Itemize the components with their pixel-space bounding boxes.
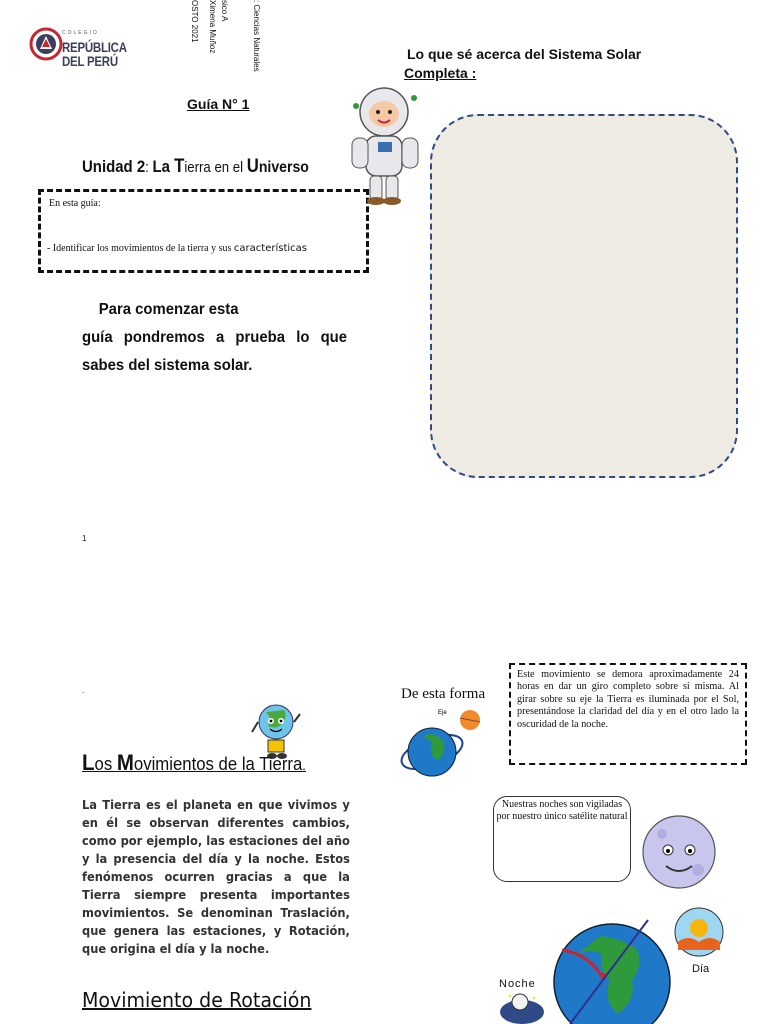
guide-objectives-box	[38, 189, 369, 273]
astronaut-icon	[344, 84, 426, 206]
rotation-title: Movimiento de Rotación	[82, 988, 312, 1012]
objective-item	[47, 243, 307, 254]
intro-paragraph	[82, 296, 347, 380]
footnote-mark: 1	[82, 534, 87, 543]
header-teacher: Ximena Muñoz	[208, 0, 217, 54]
logo-line-1: REPÚBLICA	[62, 39, 127, 55]
unit-number: Unidad 2	[82, 157, 146, 176]
movements-title-m: M	[116, 750, 134, 775]
unit-t: T	[174, 156, 185, 177]
movements-paragraph: La Tierra es el planeta en que vivimos y en él se observan diferentes cambios, como por ejemplo, las estaciones del año y la presencia del día y la noche. Estos fenómenos ocurren gracias a que la Tierra siempre presenta importantes movimientos. Se denominan Traslación, que genera las estaciones, y Rotación, que origina el día y la noche.	[82, 798, 350, 956]
objectives-heading: En esta guía:	[49, 198, 101, 209]
rotation-explanation-box: Este movimiento se demora aproximadamente 24 horas en dar un giro completo sobre sí misma. Al girar sobre su eje la Tierra es iluminada por el Sol, presentándose la claridad del día y en el otro lado la oscuridad de la noche.	[509, 663, 747, 765]
objective-text: - Identificar los movimientos de la tierra y sus	[47, 243, 234, 254]
solar-system-title: Lo que sé acerca del Sistema Solar	[407, 46, 642, 62]
header-date: OSTO 2021	[190, 0, 199, 43]
intro-line-1: Para comenzar esta	[98, 301, 239, 318]
movements-title-os: os	[94, 754, 117, 774]
logo-small-text: COLEGIO	[62, 30, 99, 36]
unit-title	[82, 156, 309, 178]
unit-niverso: niverso	[258, 159, 309, 176]
intro-rest: guía pondremos a prueba lo que sabes del sistema solar.	[82, 329, 348, 374]
sun-day-icon	[668, 906, 730, 958]
night-icon	[496, 990, 548, 1024]
complete-instruction: Completa :	[404, 65, 477, 81]
unit-sep: :	[145, 159, 153, 176]
movements-title-l: L	[82, 750, 95, 775]
rotated-header	[190, 0, 280, 85]
eje-label: Eje	[438, 710, 447, 716]
movements-title-rest: ovimientos de la Tierra	[133, 754, 303, 774]
logo-line-2: DEL PERÚ	[62, 53, 118, 69]
moon-note-box: Nuestras noches son vigiladas por nuestro único satélite natural	[493, 796, 631, 882]
answer-area[interactable]	[430, 114, 738, 478]
logo-text	[62, 26, 141, 68]
unit-ierra: ierra	[184, 159, 215, 176]
header-subject: : Ciencias Naturales	[252, 0, 261, 72]
movements-title	[82, 750, 306, 776]
unit-la: La	[152, 157, 175, 176]
guide-title: Guía N° 1	[187, 96, 250, 112]
movements-title-end: .	[302, 757, 306, 773]
unit-u: U	[246, 156, 259, 177]
de-esta-forma-label: De esta forma	[401, 686, 486, 702]
night-label: Noche	[499, 978, 536, 990]
header-course: sico A	[220, 0, 229, 22]
day-label: Día	[692, 963, 710, 975]
moon-icon	[640, 812, 718, 892]
unit-en-el: en el	[214, 159, 247, 176]
objective-text-end: características	[233, 243, 307, 254]
dot-mark: .	[82, 686, 85, 695]
earth-rotation-icon	[398, 704, 493, 784]
